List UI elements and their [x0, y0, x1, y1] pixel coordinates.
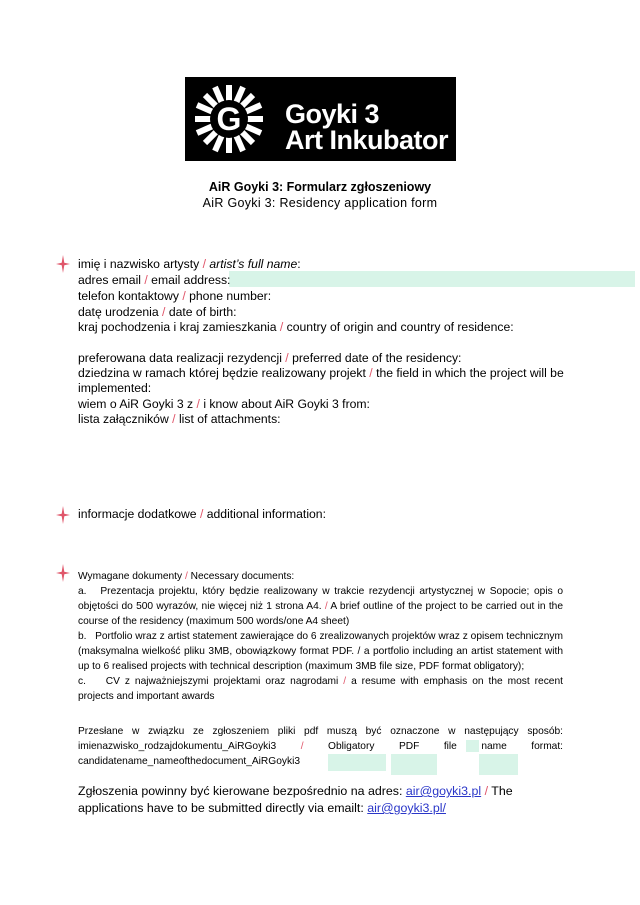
email-link-2[interactable]: air@goyki3.pl/	[367, 801, 446, 815]
email-input-highlight[interactable]	[229, 271, 635, 287]
star-bullet-icon	[56, 506, 70, 524]
field-know-from: wiem o AiR Goyki 3 z / i know about AiR Goyki 3 from:	[78, 397, 370, 411]
logo-text-line1: Goyki 3	[285, 99, 380, 129]
field-full-name: imię i nazwisko artysty / artist’s full name:	[78, 257, 301, 271]
documents-heading: Wymagane dokumenty / Necessary documents:	[78, 571, 295, 582]
field-country: kraj pochodzenia i kraj zamieszkania / country of origin and country of residence:	[78, 320, 514, 334]
svg-text:G: G	[216, 101, 242, 137]
field-project-field-cont: implemented:	[78, 381, 152, 395]
logo	[185, 77, 456, 161]
star-bullet-icon	[56, 255, 70, 273]
email-link[interactable]: air@goyki3.pl	[405, 784, 482, 798]
submission-info: Zgłoszenia powinny być kierowane bezpośrednio na adres: air@goyki3.pl / The applications have to be submitted directly via emailt: air@goyki3.pl/	[78, 784, 513, 815]
field-project-field: dziedzina w ramach której będzie realizowany projekt / the field in which the project will be	[78, 366, 564, 380]
form-title-pl: AiR Goyki 3: Formularz zgłoszeniowy	[208, 180, 432, 194]
field-birth-date: datę urodzenia / date of birth:	[78, 305, 237, 319]
document-item-c: c. CV z najważniejszymi projektami oraz nagrodami / a resume with emphasis on the most recent projects and important awards	[78, 676, 563, 702]
field-phone: telefon kontaktowy / phone number:	[78, 289, 272, 303]
logo-text-line2: Art Inkubator	[285, 125, 449, 155]
document-item-b: b. Portfolio wraz z artist statement zawierające do 6 zrealizowanych projektów wraz z opisem technicznym (maksymalna wielkość pliku 3MB, obowiązkowy format PDF. / a portfolio including an artist statement with up to 6 realised projects with technical description (maximum 3MB file size, PDF format obligatory);	[78, 631, 563, 672]
field-email: adres email / email address:	[78, 273, 231, 287]
file-naming-instructions: Przesłane w związku ze zgłoszeniem pliki pdf muszą być oznaczone w następujący sposób: imienazwisko_rodzajdokumentu_AiRGoyki3 / Obligatory PDF file name format: candidatename_nameofthedocument_AiRGoyki3	[78, 726, 564, 767]
field-attachments: lista załączników / list of attachments:	[78, 412, 281, 426]
documents-section	[78, 569, 563, 704]
star-bullet-icon	[56, 564, 70, 582]
document-item-a: a. Prezentacja projektu, który będzie realizowany w trakcie rezydencji artystycznej w Sopocie; opis o objętości do 500 wyrazów, nie więcej niż 1 strona A4. / A brief outline of the project to be carried out in the course of the residency (maximum 500 words/one A4 sheet)	[78, 586, 563, 627]
field-additional-info: informacje dodatkowe / additional information:	[78, 507, 326, 521]
sunburst-logo-icon	[193, 83, 265, 155]
field-residency-date: preferowana data realizacji rezydencji / preferred date of the residency:	[78, 351, 462, 365]
form-title-en: AiR Goyki 3: Residency application form	[202, 196, 438, 210]
